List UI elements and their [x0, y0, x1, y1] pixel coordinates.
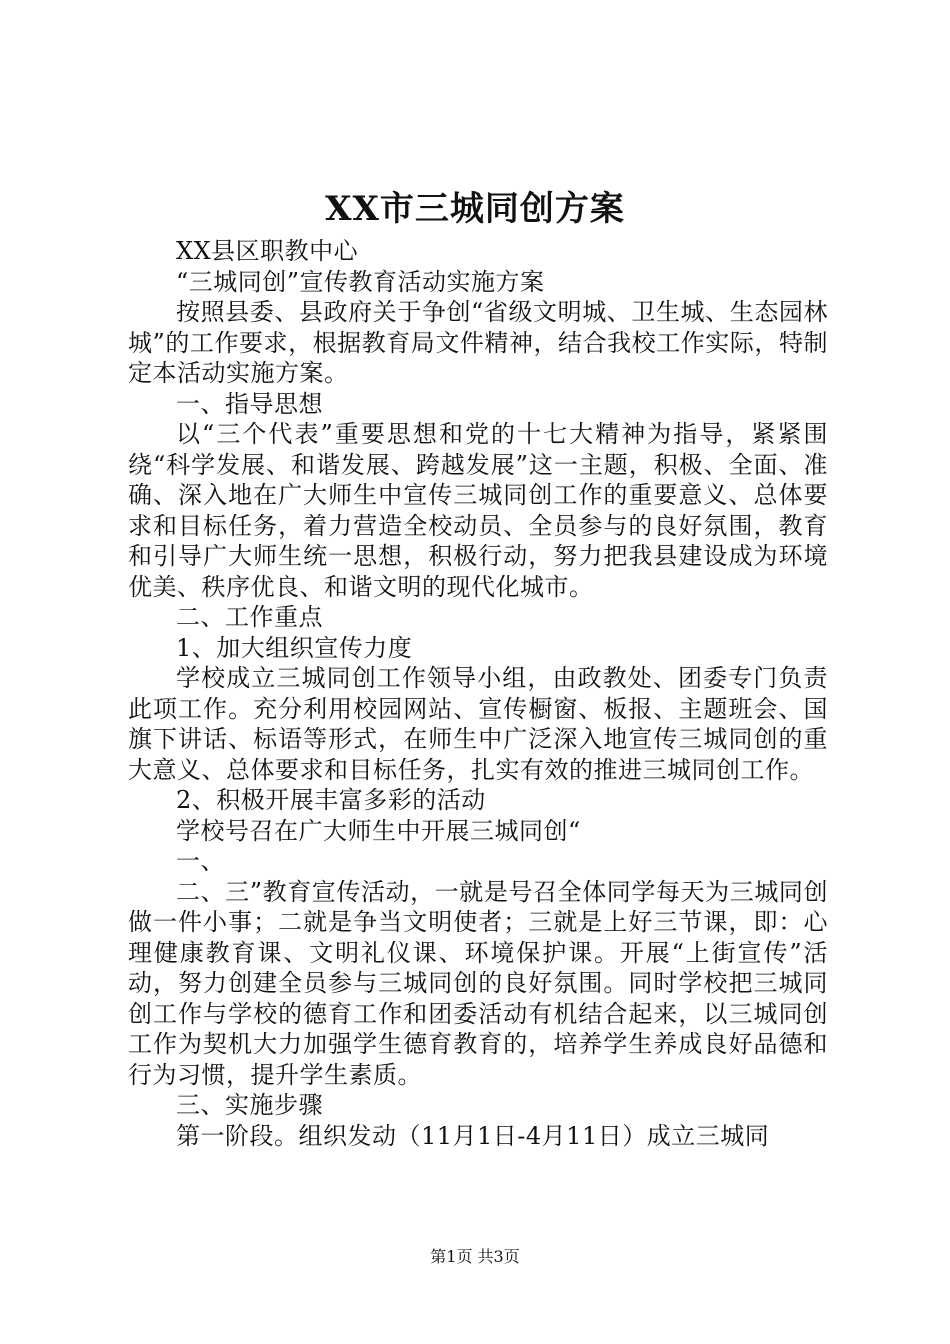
document-body: [128, 236, 828, 1151]
paragraph-activities-lead: 学校号召在广大师生中开展三城同创“: [176, 816, 581, 845]
heading-work-focus: 二、工作重点: [176, 603, 323, 631]
subheading-activities: 2、积极开展丰富多彩的活动: [176, 786, 486, 814]
paragraph-stage-one: 第一阶段。组织发动（11月1日-4月11日）成立三城同: [176, 1121, 770, 1150]
paragraph-plan-title: “三城同创”宣传教育活动实施方案: [176, 267, 545, 296]
paragraph-activities: 二、三”教育宣传活动，一就是号召全体同学每天为三城同创做一件小事；二就是争当文明使者；三就是上好三节课，即：心理健康教育课、文明礼仪课、环境保护课。开展“上街宣传”活动，努力创建全员参与三城同创的良好氛围。同时学校把三城同创工作与学校的德育工作和团委活动有机结合起来，以三城同创工作为契机大力加强学生德育教育的，培养学生养成良好品德和行为习惯，提升学生素质。: [128, 877, 828, 1089]
paragraph-activities-fragment: 一、: [176, 847, 225, 875]
heading-guiding-thought: 一、指导思想: [176, 389, 323, 418]
heading-implementation-steps: 三、实施步骤: [176, 1091, 323, 1119]
document-title: XX市三城同创方案: [325, 189, 625, 229]
paragraph-school-name: XX县区职教中心: [176, 237, 359, 265]
paragraph-publicity: 学校成立三城同创工作领导小组，由政教处、团委专门负责此项工作。充分利用校园网站、宣传橱窗、板报、主题班会、国旗下讲话、标语等形式，在师生中广泛深入地宣传三城同创的重大意义、总体要求和目标任务，扎实有效的推进三城同创工作。: [128, 664, 828, 784]
subheading-publicity: 1、加大组织宣传力度: [176, 633, 413, 662]
paragraph-intro: 按照县委、县政府关于争创“省级文明城、卫生城、生态园林城”的工作要求，根据教育局文件精神，结合我校工作实际，特制定本活动实施方案。: [128, 298, 828, 387]
page-footer: 第1页 共3页: [430, 1247, 520, 1266]
paragraph-guiding-thought: 以“三个代表”重要思想和党的十七大精神为指导，紧紧围绕“科学发展、和谐发展、跨越发展”这一主题，积极、全面、准确、深入地在广大师生中宣传三城同创工作的重要意义、总体要求和目标任务，着力营造全校动员、全员参与的良好氛围，教育和引导广大师生统一思想，积极行动，努力把我县建设成为环境优美、秩序优良、和谐文明的现代化城市。: [128, 420, 828, 601]
